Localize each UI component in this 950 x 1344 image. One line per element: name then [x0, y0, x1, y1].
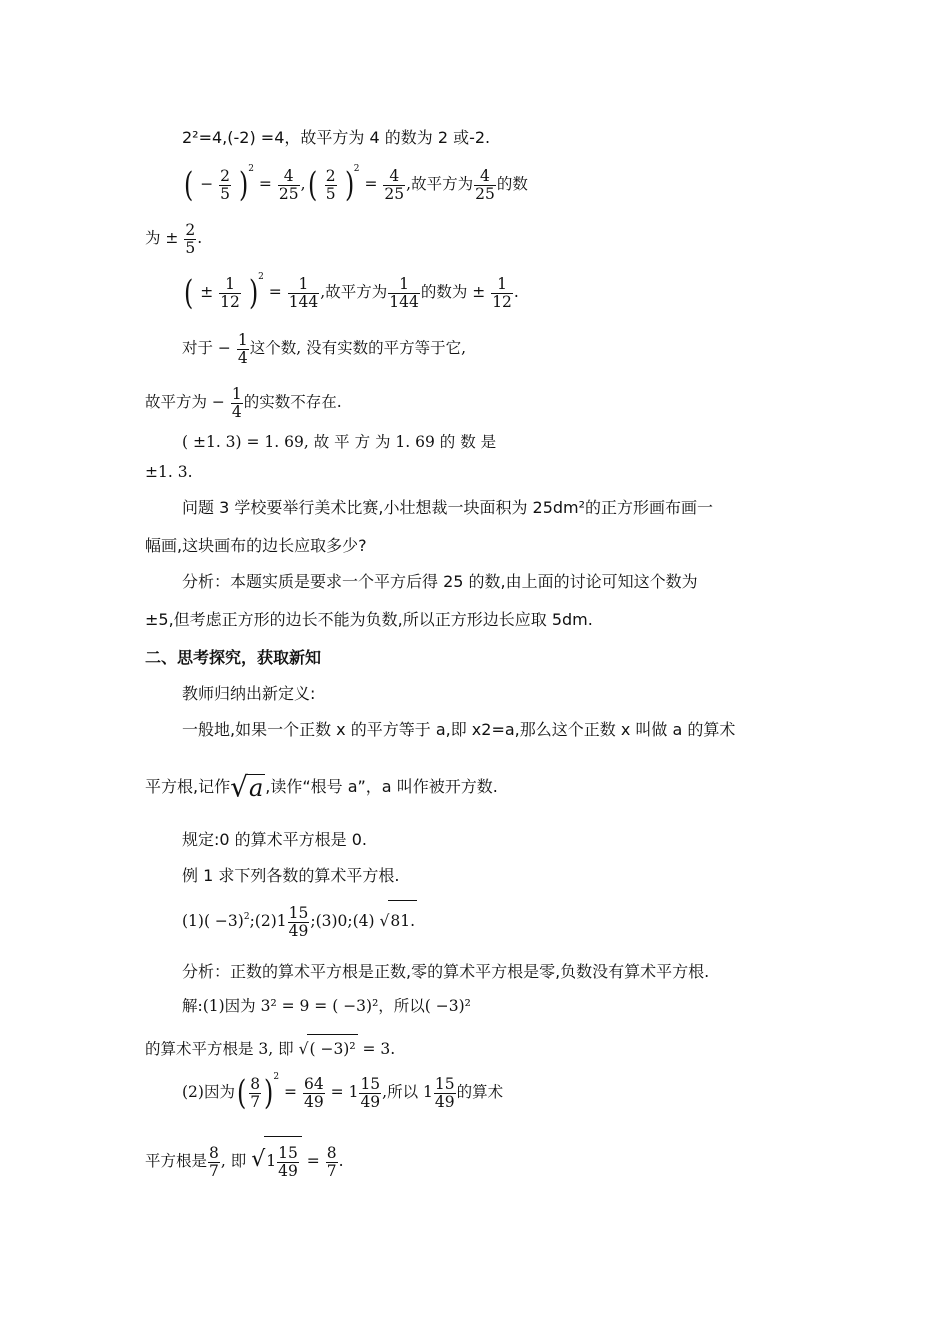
paren-open-3: ( — [183, 273, 194, 313]
plus-minus: ± — [200, 283, 214, 301]
fraction-64-49 — [303, 1076, 325, 1111]
fraction-15-49-3 — [434, 1076, 456, 1111]
numerator: 15 — [278, 1143, 298, 1162]
text-line-8 — [145, 462, 193, 482]
denominator: 49 — [434, 1092, 455, 1111]
text-l6b: 的实数不存在. — [243, 393, 342, 411]
numerator: 8 — [209, 1143, 219, 1162]
denominator: 4 — [237, 348, 248, 367]
text-l6a: 故平方为 − — [145, 393, 225, 411]
numerator: 15 — [434, 1074, 455, 1093]
text-l22c: = 3. — [362, 1040, 396, 1058]
comma-2: , — [406, 175, 412, 193]
numerator: 1 — [491, 276, 513, 294]
text-l22a: 的算术平方根是 3, 即 — [145, 1040, 294, 1058]
radicand-mixed — [264, 1136, 302, 1185]
text-line-9 — [182, 498, 713, 518]
text-l19b: ;(2)1 — [249, 912, 287, 930]
text-line-14 — [182, 684, 315, 704]
text-l19a: (1)( −3) — [182, 912, 244, 930]
fraction-one-144 — [288, 276, 320, 311]
exponent-2: 2 — [248, 164, 254, 174]
fraction-one-144-2 — [388, 276, 420, 311]
fraction-eight-7 — [249, 1076, 261, 1111]
text-l20: 分析：正数的算术平方根是正数,零的算术平方根是零,负数没有算术平方根. — [182, 962, 710, 981]
text-l8: ±1. 3. — [145, 463, 193, 481]
radicand-a: a — [248, 774, 264, 802]
denominator: 144 — [288, 292, 319, 311]
numerator: 15 — [360, 1074, 381, 1093]
text-l23e: 的算术 — [456, 1083, 504, 1101]
denominator: 144 — [389, 292, 419, 311]
fraction-four-25-2 — [383, 168, 405, 203]
equals-2: = — [364, 175, 378, 193]
math-line-2 — [182, 164, 528, 204]
radicand-neg3-sq: ( −3)² — [307, 1034, 357, 1063]
text-line-7 — [182, 432, 496, 452]
text-l7: ( ±1. 3) = 1. 69, 故 平 方 为 1. 69 的 数 是 — [182, 433, 497, 451]
denominator: 7 — [250, 1092, 261, 1111]
fraction-one-12-2 — [491, 276, 513, 311]
text-l17: 规定:0 的算术平方根是 0. — [182, 830, 368, 849]
math-line-6 — [145, 382, 342, 422]
text-l13: 二、思考探究，获取新知 — [145, 648, 322, 667]
fraction-four-25 — [278, 168, 300, 203]
text-l14: 教师归纳出新定义: — [182, 684, 316, 703]
numerator: 1 — [288, 276, 320, 294]
numerator: 1 — [219, 276, 241, 294]
fraction-one-4-2 — [231, 386, 243, 421]
text-line-10 — [145, 536, 367, 556]
fraction-four-25-3 — [474, 168, 496, 203]
numerator: 8 — [326, 1143, 337, 1162]
radicand-81: 81. — [388, 900, 417, 941]
denominator: 7 — [209, 1161, 219, 1180]
denominator: 49 — [360, 1092, 381, 1111]
numerator: 4 — [278, 168, 300, 186]
paren-close-4: ) — [264, 1073, 274, 1113]
equals-5: = — [306, 1152, 320, 1170]
period-2: . — [513, 283, 519, 301]
text-l23c: = 1 — [330, 1083, 359, 1101]
paren-open: ( — [183, 165, 194, 205]
text-l9: 问题 3 学校要举行美术比赛,小壮想裁一块面积为 25dm²的正方形画布画一 — [182, 498, 714, 517]
text-line-12 — [145, 610, 593, 630]
fraction-15-49-4 — [277, 1145, 299, 1180]
text-l5b: 这个数, 没有实数的平方等于它, — [249, 339, 467, 357]
text-l24a: 平方根是 — [145, 1152, 208, 1170]
text-l3: 为 ± — [145, 229, 179, 247]
denominator: 7 — [326, 1161, 337, 1180]
exponent-2b: 2 — [353, 164, 360, 174]
numerator: 15 — [288, 903, 309, 922]
equals-3: = — [268, 283, 282, 301]
text-line-17 — [182, 830, 367, 850]
exponent-2e: 2 — [273, 1072, 280, 1082]
text-line-15 — [182, 720, 735, 740]
comma-3: , — [320, 283, 326, 301]
numerator: 64 — [303, 1074, 324, 1093]
fraction-two-fifths — [219, 168, 231, 203]
denominator: 5 — [220, 184, 231, 203]
text-l19c: ;(3)0;(4) — [310, 912, 375, 930]
text-l4c: 的数为 ± — [420, 283, 486, 301]
section-heading — [145, 648, 321, 668]
fraction-eight-7-2 — [208, 1145, 220, 1180]
paren-close-2: ) — [344, 165, 354, 205]
text-l23a: (2)因为 — [182, 1083, 235, 1101]
denominator: 25 — [475, 184, 495, 203]
text-l16c: ,读作“根号 a”，a 叫作被开方数. — [265, 777, 498, 796]
math-line-5 — [182, 328, 466, 368]
text-l2b: 故平方为 — [411, 175, 474, 193]
text-l4b: 故平方为 — [325, 283, 388, 301]
paren-open-2: ( — [307, 165, 317, 205]
numerator: 1 — [388, 276, 420, 294]
sqrt-symbol: √ — [230, 770, 248, 804]
denominator: 49 — [288, 921, 309, 940]
math-line-4 — [182, 272, 519, 312]
denominator: 5 — [325, 184, 336, 203]
math-line-3 — [145, 218, 202, 258]
text-l15: 一般地,如果一个正数 x 的平方等于 a,即 x2=a,那么这个正数 x 叫做 a 的算术 — [182, 720, 736, 739]
text-line-11 — [182, 572, 698, 592]
text-l11: 分析：本题实质是要求一个平方后得 25 的数,由上面的讨论可知这个数为 — [182, 572, 698, 591]
text-line-18 — [182, 866, 399, 886]
exponent-2d: 2 — [243, 912, 250, 922]
minus-sign: − — [200, 175, 214, 193]
text-line-1 — [182, 128, 490, 148]
math-line-24 — [145, 1136, 344, 1184]
numerator: 1 — [237, 330, 248, 349]
numerator: 4 — [383, 168, 405, 186]
text-l2c: 的数 — [496, 175, 528, 193]
equals-4: = — [284, 1083, 298, 1101]
numerator: 2 — [325, 166, 336, 185]
text-line-21 — [182, 996, 471, 1016]
period-3: . — [338, 1152, 344, 1170]
denominator: 49 — [303, 1092, 324, 1111]
text-l21: 解:(1)因为 3² = 9 = ( −3)²，所以( −3)² — [182, 997, 471, 1015]
denominator: 4 — [231, 402, 242, 421]
denominator: 25 — [278, 184, 299, 203]
fraction-one-4 — [237, 332, 249, 367]
numerator: 2 — [220, 166, 231, 185]
fraction-two-fifths-2 — [325, 168, 337, 203]
denominator: 5 — [185, 238, 196, 257]
numerator: 2 — [185, 220, 196, 239]
text-line-20 — [182, 962, 709, 982]
numerator: 4 — [474, 168, 496, 186]
sqrt-symbol-4: √ — [251, 1147, 266, 1172]
exponent-2c: 2 — [258, 272, 264, 282]
equals: = — [258, 175, 272, 193]
fraction-two-fifths-3 — [184, 222, 196, 257]
text-l10: 幅画,这块画布的边长应取多少? — [145, 536, 367, 555]
math-line-23 — [182, 1068, 503, 1116]
text-l12: ±5,但考虑正方形的边长不能为负数,所以正方形边长应取 5dm. — [145, 610, 593, 629]
period: . — [197, 229, 203, 247]
fraction-15-49 — [288, 905, 310, 940]
sqrt-symbol-3: √ — [298, 1040, 309, 1058]
denominator: 12 — [492, 292, 512, 311]
sqrt-symbol-2: √ — [379, 912, 390, 930]
text-l16a: 平方根,记作 — [145, 777, 231, 796]
denominator: 25 — [384, 184, 405, 203]
text-l24b: , 即 — [220, 1152, 247, 1170]
paren-close-3: ) — [248, 273, 259, 313]
text-l1: 2²=4,(-2) =4，故平方为 4 的数为 2 或-2. — [182, 128, 491, 147]
math-line-19 — [182, 900, 417, 940]
paren-open-4: ( — [236, 1073, 247, 1113]
fraction-one-12 — [219, 276, 241, 311]
text-line-16 — [145, 770, 498, 804]
text-l18: 例 1 求下列各数的算术平方根. — [182, 866, 400, 885]
denominator: 12 — [220, 292, 240, 311]
comma: , — [300, 175, 306, 193]
denominator: 49 — [278, 1161, 298, 1180]
text-l24c: 1 — [266, 1152, 277, 1170]
text-l5a: 对于 − — [182, 339, 231, 357]
numerator: 8 — [250, 1074, 261, 1093]
paren-close: ) — [238, 165, 249, 205]
text-l23d: ,所以 1 — [382, 1083, 433, 1101]
fraction-15-49-2 — [359, 1076, 381, 1111]
math-line-22 — [145, 1034, 395, 1062]
fraction-eight-7-3 — [326, 1145, 338, 1180]
numerator: 1 — [231, 384, 242, 403]
